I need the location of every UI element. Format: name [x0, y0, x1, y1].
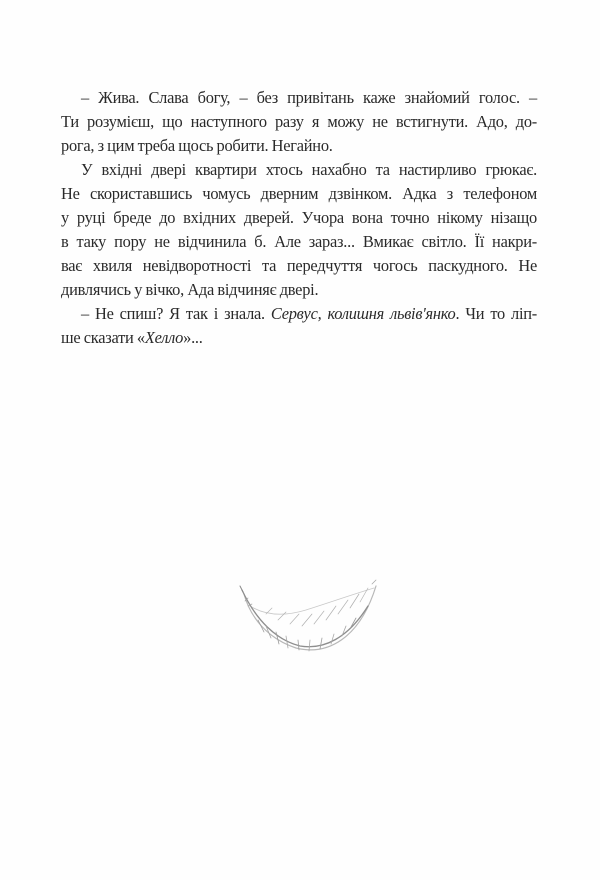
- paragraph-3-line-2: [61, 326, 537, 350]
- paragraph-2-line-1: У вхідні двері квартири хтось нахабно та настирливо грюкає.: [81, 160, 537, 179]
- paragraph-2-line-4: в таку пору не відчинила б. Але зараз... Вмикає світло. Її накри-: [61, 232, 537, 251]
- paragraph-1-line-1: – Жива. Слава богу, – без привітань каже знайомий голос. –: [81, 88, 537, 107]
- dialogue-text: ше сказати «: [61, 328, 145, 347]
- body-text: [61, 86, 537, 350]
- paragraph-2-line-6: дивлячись у вічко, Ада відчиняє двері.: [61, 280, 319, 299]
- italic-hello: Хелло: [144, 328, 184, 347]
- paragraph-1-line-3: рога, з цим треба щось робити. Негайно.: [61, 136, 333, 155]
- feather-icon: [236, 576, 382, 660]
- paragraph-3-line-1: [61, 302, 537, 326]
- dialogue-text: – Не спиш? Я так і знала.: [81, 304, 271, 323]
- italic-greeting: Сервус, колишня львів'янко: [270, 304, 456, 323]
- paragraph-2-line-2: Не скориставшись чомусь дверним дзвінком. Адка з телефоном: [61, 184, 537, 203]
- paragraph-2-line-5: ває хвиля невідворотності та передчуття чогось паскудного. Не: [61, 256, 537, 275]
- dialogue-text: . Чи то ліп-: [455, 304, 538, 323]
- dialogue-text: »...: [183, 328, 203, 347]
- paragraph-2-line-3: у руці бреде до вхідних дверей. Учора вона точно нікому нізащо: [61, 208, 537, 227]
- paragraph-1-line-2: Ти розумієш, що наступного разу я можу не встигнути. Адо, до-: [61, 112, 537, 131]
